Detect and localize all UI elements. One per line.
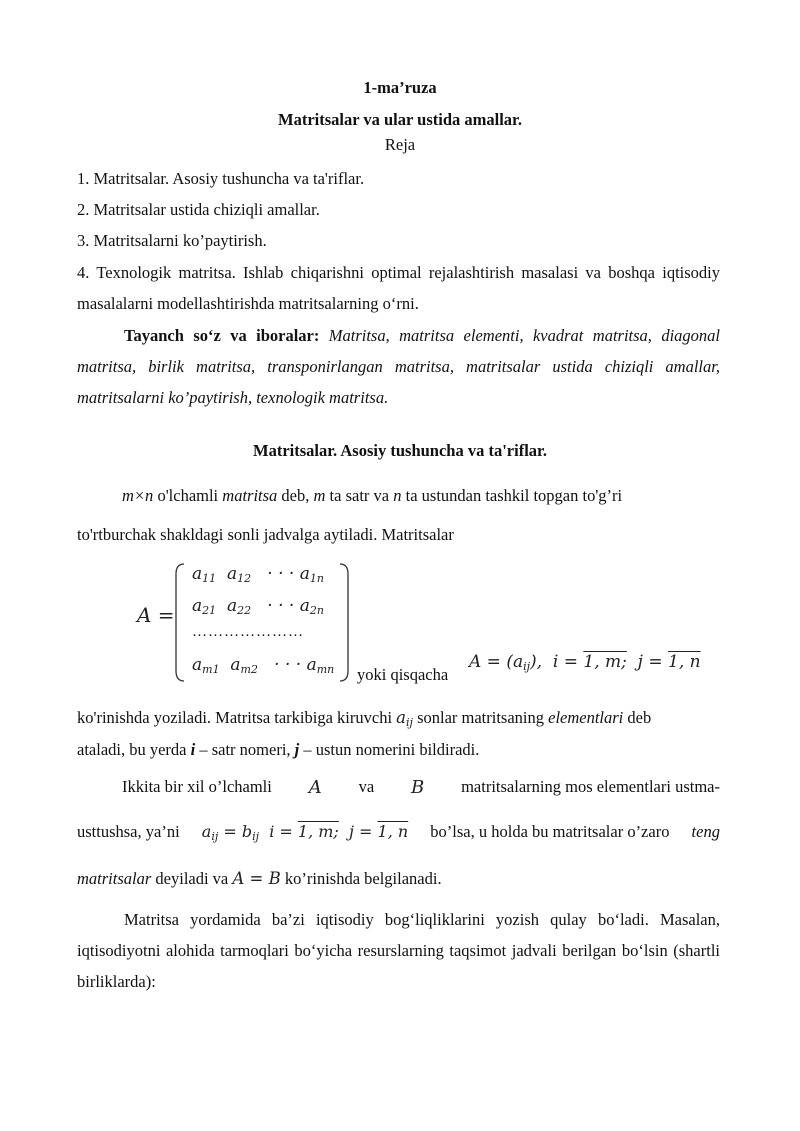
example-paragraph: Matritsa yordamida ba’zi iqtisodiy bog‘liqliklarini yozish qulay bo‘ladi. Masalan, iqtisodiyotni alohida tarmoqlari bo‘yicha resurslarning taqsimot jadvali berilgan bo‘lsin (shartli birliklarda): [77, 910, 720, 991]
matrix-row-dots: ………………… [192, 624, 304, 640]
elements-line-1: ko'rinishda yoziladi. Matritsa tarkibiga kiruvchi $a_{ij}$ sonlar matritsaning elementlari deb [77, 708, 652, 729]
section-title: Matritsalar. Asosiy tushuncha va ta'riflar. [253, 441, 547, 460]
matrix-row-1: $a_{11}$ $a_{12}$ · · · $a_{1n}$ [192, 564, 324, 585]
term-matritsa: matritsa [222, 486, 278, 505]
plan-heading: Reja [384, 135, 416, 154]
plan-item-1: 1. Matritsalar. Asosiy tushuncha va ta'riflar. [77, 169, 365, 188]
formula-A-eq-B: A = B [232, 869, 281, 888]
formula-A: A [308, 777, 322, 798]
formula-B: B [411, 777, 425, 798]
term-matritsalar: matritsalar [77, 869, 152, 888]
keywords-text: Matritsa, matritsa elementi, kvadrat matritsa, diagonal matritsa, birlik matritsa, transponirlangan matritsa, matritsalar ustida chiziqli amallar, matritsalarni ko’paytirish, texnologik matritsa. [77, 326, 720, 407]
keywords-label: Tayanch so‘z va iboralar: [124, 326, 320, 345]
term-teng: teng [691, 822, 720, 841]
lecture-number: 1-ma’ruza [363, 78, 437, 97]
definition-line-2: to'rtburchak shakldagi sonli jadvalga aytiladi. Matritsalar [77, 525, 454, 544]
term-elementlari: elementlari [548, 708, 624, 727]
matrix-short-form: $A = (a_{ij})$, i = 1, m; j = 1, n [469, 652, 701, 673]
formula-m: m [313, 486, 326, 505]
lecture-title: Matritsalar va ular ustida amallar. [278, 110, 522, 129]
equality-line-1: Ikkita bir xil o’lchamli A va B matritsalarning mos elementlari ustma- [122, 777, 720, 798]
plan-item-4: 4. Texnologik matritsa. Ishlab chiqarishni optimal rejalashtirish masalasi va boshqa iqtisodiy masalalarni modellashtirishda matritsalarning o‘rni. [77, 263, 720, 313]
matrix-row-m: $a_{m1}$ $a_{m2}$ · · · $a_{mn}$ [192, 655, 335, 676]
keywords-paragraph [77, 320, 720, 413]
formula-aij: $a_{ij}$ [396, 708, 413, 729]
equality-line-3: matritsalar deyiladi va A = B ko’rinishda belgilanadi. [77, 869, 442, 888]
definition-line-1: m×n o'lchamli matritsa deb, m ta satr va n ta ustundan tashkil topgan to'g’ri [122, 486, 623, 505]
elements-line-2: ataladi, bu yerda i – satr nomeri, j – ustun nomerini bildiradi. [77, 740, 480, 759]
matrix-alt-text: yoki qisqacha [357, 665, 449, 684]
matrix-row-2: $a_{21}$ $a_{22}$ · · · $a_{2n}$ [192, 596, 324, 617]
matrix-A-label: A = [137, 603, 175, 627]
formula-aij-eq-bij: $a_{ij} = b_{ij}$ i = 1, m; j = 1, n [201, 822, 409, 843]
plan-item-3: 3. Matritsalarni ko’paytirish. [77, 231, 267, 250]
formula-m-times-n: m×n [122, 486, 154, 505]
plan-item-2: 2. Matritsalar ustida chiziqli amallar. [77, 200, 320, 219]
formula-n: n [393, 486, 402, 505]
equality-line-2: usttushsa, ya’ni $a_{ij} = b_{ij}$ i = 1, m; j = 1, n bo’lsa, u holda bu matritsalar o’zaro teng [77, 822, 720, 843]
